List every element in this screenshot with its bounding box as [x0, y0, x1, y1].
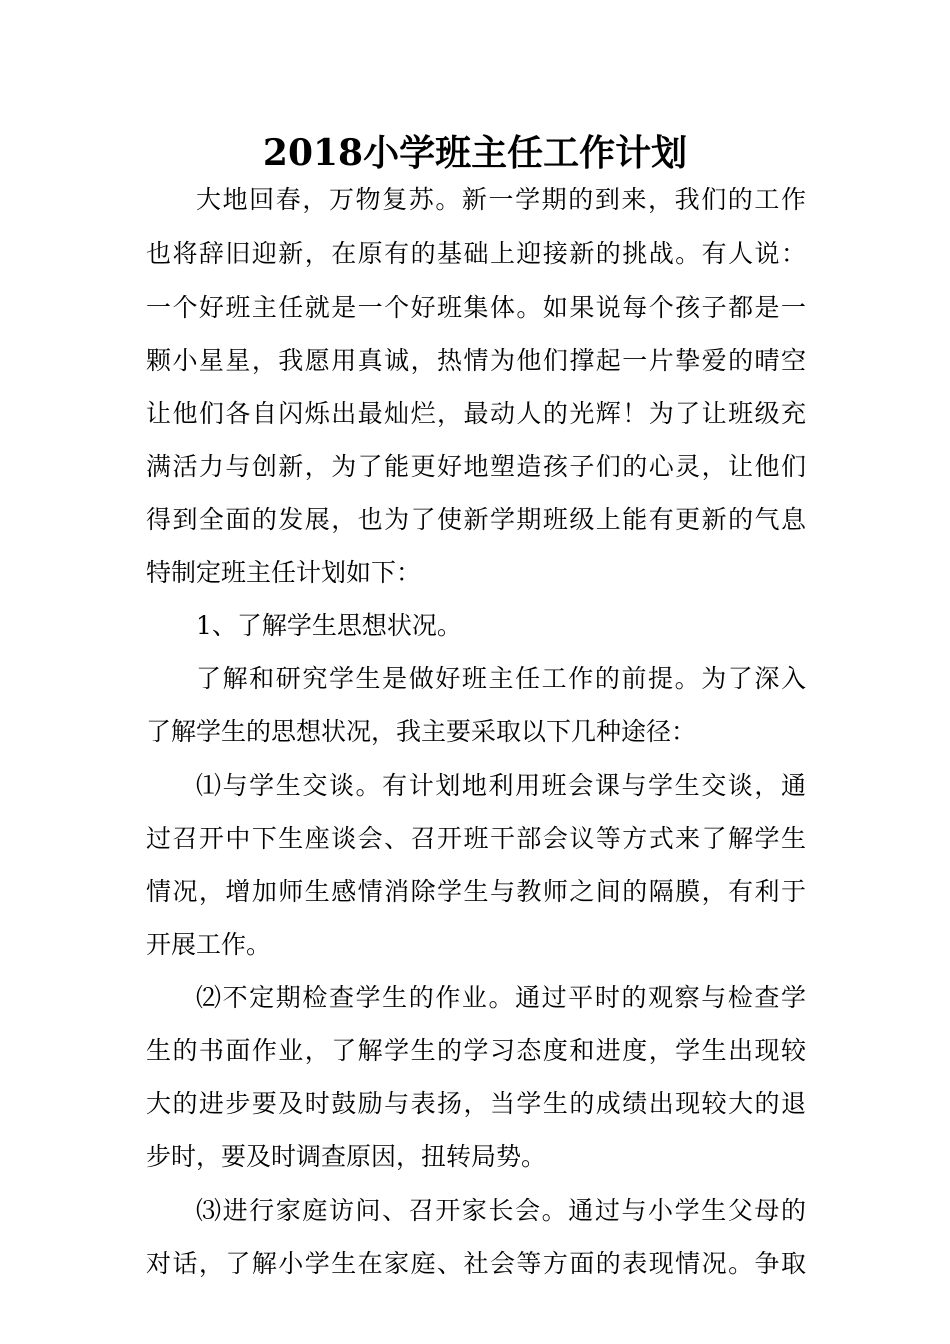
text-line: 过召开中下生座谈会、召开班干部会议等方式来了解学生	[146, 824, 806, 853]
text-line: 情况，增加师生感情消除学生与教师之间的隔膜，有利于	[146, 877, 806, 906]
text-line: 颗小星星，我愿用真诚，热情为他们撑起一片挚爱的晴空	[146, 346, 806, 375]
text-line: 满活力与创新，为了能更好地塑造孩子们的心灵，让他们	[146, 452, 806, 481]
document-title: 2018小学班主任工作计划	[262, 132, 688, 174]
text-line: 步时，要及时调查原因，扭转局势。	[146, 1142, 547, 1171]
text-line: 了解和研究学生是做好班主任工作的前提。为了深入	[196, 664, 806, 693]
section-heading: 1、了解学生思想状况。	[196, 611, 462, 640]
text-line: ⑶进行家庭访问、召开家长会。通过与小学生父母的	[196, 1196, 806, 1225]
text-line: 一个好班主任就是一个好班集体。如果说每个孩子都是一	[146, 293, 806, 322]
text-line: 让他们各自闪烁出最灿烂，最动人的光辉！为了让班级充	[146, 399, 806, 428]
text-line: ⑴与学生交谈。有计划地利用班会课与学生交谈，通	[196, 771, 806, 800]
text-line: 大的进步要及时鼓励与表扬，当学生的成绩出现较大的退	[146, 1089, 806, 1118]
text-line: 生的书面作业，了解学生的学习态度和进度，学生出现较	[146, 1036, 806, 1065]
text-line: 开展工作。	[146, 930, 272, 959]
text-line: 也将辞旧迎新，在原有的基础上迎接新的挑战。有人说：	[146, 239, 806, 268]
text-line: 了解学生的思想状况，我主要采取以下几种途径：	[146, 717, 697, 746]
text-line: 特制定班主任计划如下：	[146, 558, 422, 587]
text-line: 得到全面的发展，也为了使新学期班级上能有更新的气息	[146, 505, 806, 534]
text-line: 大地回春，万物复苏。新一学期的到来，我们的工作	[196, 185, 806, 214]
text-line: ⑵不定期检查学生的作业。通过平时的观察与检查学	[196, 983, 806, 1012]
text-line: 对话，了解小学生在家庭、社会等方面的表现情况。争取	[146, 1249, 806, 1278]
